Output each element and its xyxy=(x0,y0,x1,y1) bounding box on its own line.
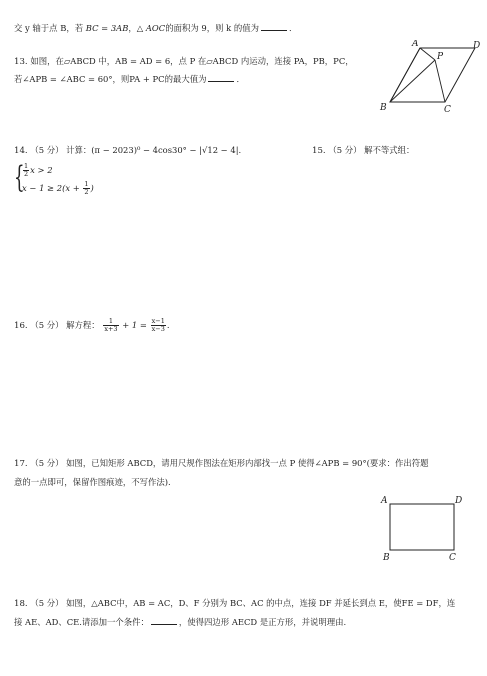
q15-score: （5 分） xyxy=(328,145,362,155)
q16-number: 16. xyxy=(14,321,28,331)
q18-text-line2-pre: 接 AE、AD、CE.请添加一个条件： xyxy=(14,617,149,627)
q14-line xyxy=(14,144,241,157)
system-brace: { xyxy=(14,160,25,195)
q18-number: 18. xyxy=(14,599,28,609)
q18-score: （5 分） xyxy=(30,598,64,608)
segment-pb xyxy=(390,60,435,102)
segment-pc xyxy=(435,60,445,102)
q12-end: ． xyxy=(288,23,298,33)
q14-score: （5 分） xyxy=(30,145,64,155)
q12-text-pre: 交 y 轴于点 B，若 xyxy=(14,23,86,33)
q13-line1 xyxy=(14,55,354,68)
q16-line xyxy=(14,318,170,333)
label-a: A xyxy=(381,496,388,506)
q12-math-bc: BC = 3AB xyxy=(85,23,129,33)
q16-score: （5 分） xyxy=(30,320,64,330)
q12-math-aoc: AOC xyxy=(145,23,166,33)
ineq1-line xyxy=(22,163,53,178)
ineq1-rest: x > 2 xyxy=(30,165,53,175)
q15-text: 解不等式组： xyxy=(364,145,415,155)
q17-text-line1: 如图，已知矩形 ABCD，请用尺规作图法在矩形内部找一点 P 使得∠APB = 90°(要求：作出符题 xyxy=(66,458,429,468)
q13-end: ． xyxy=(236,74,245,84)
q13-number: 13. xyxy=(14,57,28,67)
label-p: P xyxy=(437,52,444,62)
q18-text-line1: 如图，△ABC中，AB = AC，D、F 分别为 BC、AC 的中点，连接 DF 并延长到点 E，使FE = DF，连 xyxy=(66,598,456,608)
q12-tail-line xyxy=(14,22,297,34)
label-a: A xyxy=(412,40,419,49)
label-b: B xyxy=(380,103,387,113)
q13-text-line1: 如图，在▱ABCD 中，AB = AD = 6，点 P 在▱ABCD 内运动，连接 PA，PB，PC， xyxy=(30,56,354,66)
q13-line2 xyxy=(14,73,245,85)
q17-line1 xyxy=(14,457,429,470)
parallelogram-outline xyxy=(390,48,475,102)
label-c: C xyxy=(444,105,451,115)
q18-line1 xyxy=(14,597,455,610)
q17-rectangle-figure xyxy=(378,492,468,564)
q18-answer-blank[interactable] xyxy=(151,616,177,625)
q17-score: （5 分） xyxy=(30,458,64,468)
q14-text: 计算：(π − 2023)⁰ − 4cos30° − |√12 − 4|. xyxy=(66,145,242,155)
q13-parallelogram-figure xyxy=(376,40,481,116)
label-c: C xyxy=(449,553,456,563)
rectangle-outline xyxy=(390,504,454,550)
q14-number: 14. xyxy=(14,146,28,156)
q12-text-post: 的面积为 9，则 k 的值为 xyxy=(165,23,259,33)
q18-line2 xyxy=(14,616,346,628)
q17-text-line2: 意的一点即可，保留作图痕迹，不写作法). xyxy=(14,477,171,487)
q16-fraction-2: $\frac{x-1}{x-3}$ xyxy=(151,317,165,333)
q16-text: 解方程： xyxy=(66,320,100,330)
ineq2-end: ) xyxy=(90,183,94,193)
q12-answer-blank[interactable] xyxy=(261,22,287,31)
ineq2-text: x − 1 ≥ 2(x + xyxy=(22,183,83,193)
q16-end: . xyxy=(166,320,170,330)
q17-line2 xyxy=(14,476,171,488)
segment-ab xyxy=(390,48,420,102)
q13-text-line2: 若∠APB = ∠ABC = 60°，则PA + PC的最大值为 xyxy=(14,74,207,84)
q17-number: 17. xyxy=(14,459,28,469)
label-d: D xyxy=(455,496,463,506)
q18-text-line2-post: ，使得四边形 AECD 是正方形，并说明理由. xyxy=(178,617,347,627)
q15-line xyxy=(312,144,414,157)
ineq2-line xyxy=(22,181,94,196)
ineq2-fraction: $\frac{1}{2}$ xyxy=(84,180,89,196)
q15-number: 15. xyxy=(312,146,326,156)
q13-answer-blank[interactable] xyxy=(208,73,234,82)
segment-pa xyxy=(420,48,435,60)
label-b: B xyxy=(383,553,390,563)
ineq1-fraction: $\frac{1}{2}$ xyxy=(24,162,29,178)
q16-fraction-1: $\frac{1}{x+3}$ xyxy=(104,317,118,333)
label-d: D xyxy=(473,41,481,51)
q12-text-mid: ，△ xyxy=(128,23,146,33)
q16-plus-one: + 1 = xyxy=(122,320,147,330)
